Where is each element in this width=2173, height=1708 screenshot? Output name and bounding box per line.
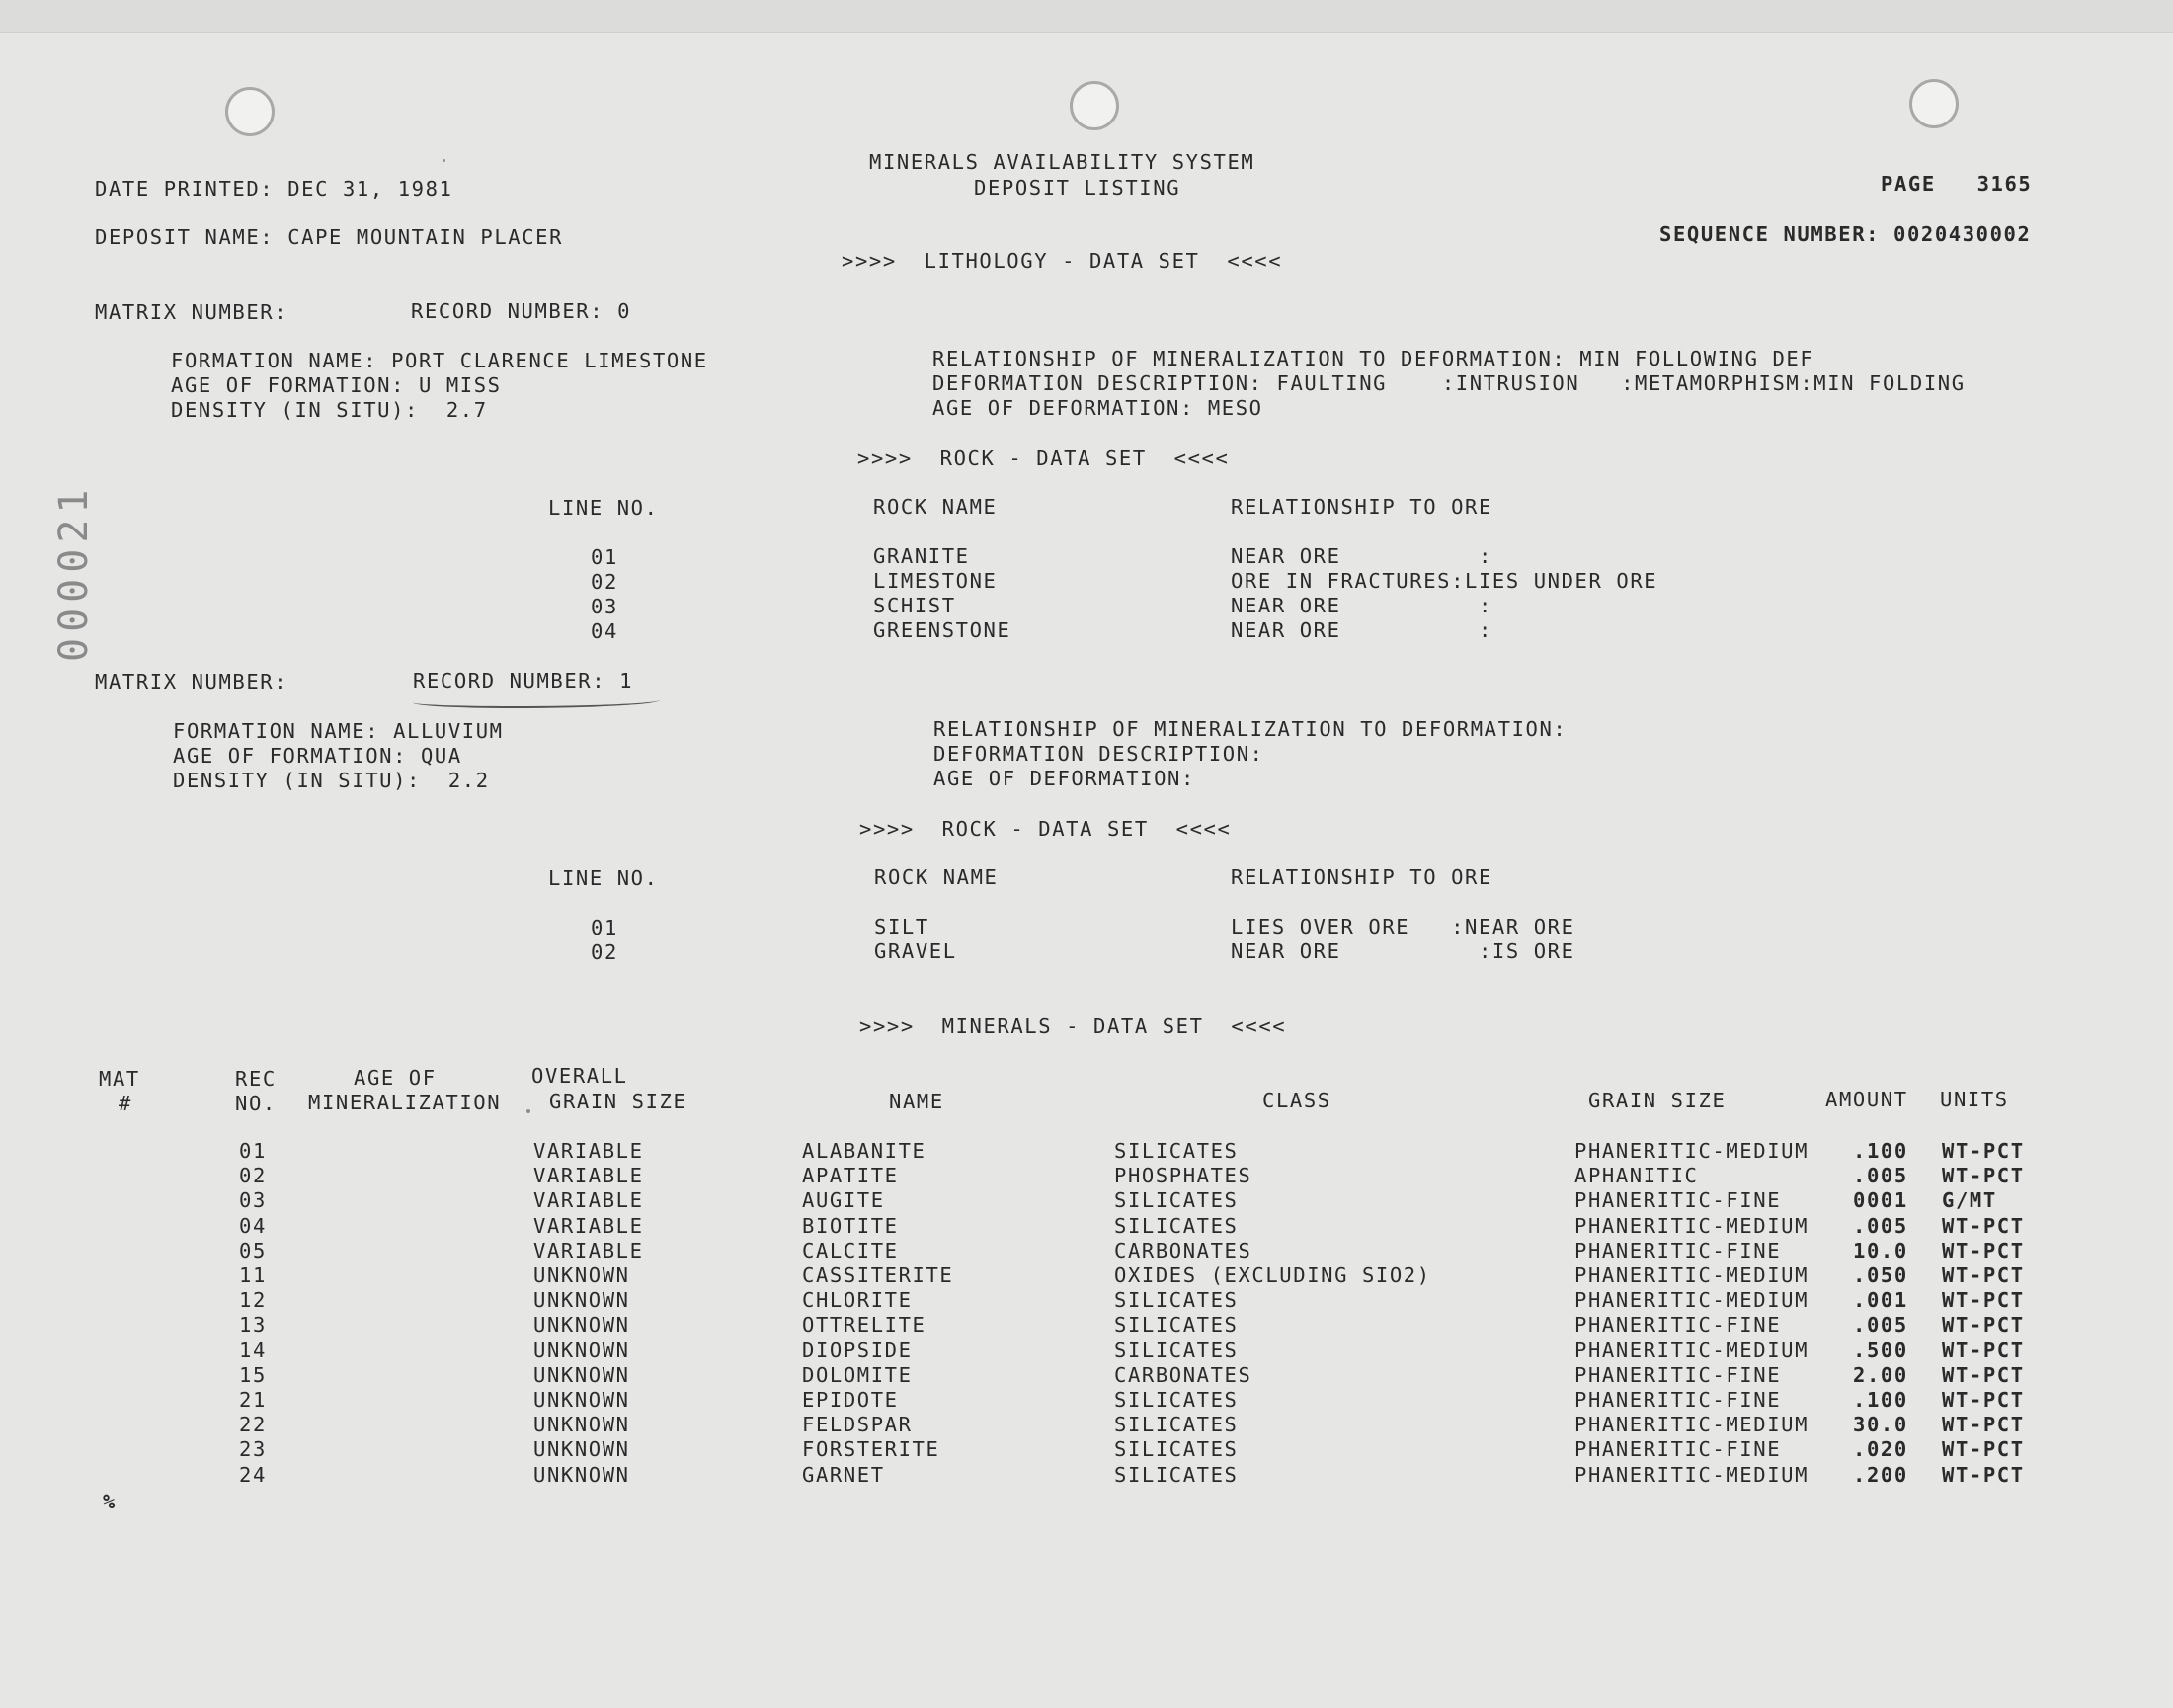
age-of-deformation: AGE OF DEFORMATION: MESO bbox=[932, 396, 1263, 420]
mineral-grain-size: PHANERITIC-MEDIUM bbox=[1574, 1139, 1810, 1163]
mineral-amount: .050 bbox=[1853, 1263, 1908, 1287]
rock-header-line: LINE NO. bbox=[548, 496, 659, 520]
page-number: PAGE 3165 bbox=[1881, 172, 2033, 196]
mineral-grain-size: PHANERITIC-FINE bbox=[1574, 1238, 1782, 1262]
rock-header-relationship: RELATIONSHIP TO ORE bbox=[1231, 495, 1492, 519]
mineral-units: WT-PCT bbox=[1942, 1238, 2025, 1262]
col-header-name: NAME bbox=[889, 1090, 944, 1113]
mineral-rec-no: 02 bbox=[239, 1164, 267, 1188]
rock-name: GRAVEL bbox=[874, 939, 957, 963]
rock-name: GREENSTONE bbox=[873, 618, 1011, 642]
rock-name: GRANITE bbox=[873, 544, 970, 568]
date-printed: DATE PRINTED: DEC 31, 1981 bbox=[95, 177, 453, 201]
col-header-rec-no: NO. bbox=[235, 1092, 277, 1115]
rock-set-title: >>>> ROCK - DATA SET <<<< bbox=[857, 447, 1230, 470]
mineral-class: SILICATES bbox=[1114, 1462, 1239, 1487]
mineral-amount: .100 bbox=[1853, 1388, 1908, 1412]
mineral-amount: .100 bbox=[1853, 1139, 1908, 1163]
formation-name: FORMATION NAME: PORT CLARENCE LIMESTONE bbox=[171, 349, 708, 372]
rock-relationship: NEAR ORE :IS ORE bbox=[1231, 939, 1575, 963]
mineral-class: CARBONATES bbox=[1114, 1362, 1252, 1387]
mineral-grain-size: PHANERITIC-FINE bbox=[1574, 1437, 1782, 1462]
mineral-units: G/MT bbox=[1942, 1188, 1997, 1213]
mineral-rec-no: 15 bbox=[239, 1362, 267, 1387]
mineral-units: WT-PCT bbox=[1942, 1213, 2025, 1238]
mineral-grain-size: PHANERITIC-MEDIUM bbox=[1574, 1462, 1810, 1487]
rock-line-no: 03 bbox=[591, 595, 618, 618]
col-header-grain-size: GRAIN SIZE bbox=[1588, 1089, 1727, 1112]
mineral-amount: 30.0 bbox=[1853, 1413, 1908, 1437]
binder-hole-left bbox=[225, 87, 275, 136]
rock-header-relationship: RELATIONSHIP TO ORE bbox=[1231, 865, 1492, 889]
col-header-class: CLASS bbox=[1262, 1089, 1331, 1112]
mineral-class: PHOSPHATES bbox=[1114, 1164, 1252, 1188]
mineral-units: WT-PCT bbox=[1942, 1164, 2025, 1188]
col-header-overall-grain: GRAIN SIZE bbox=[549, 1090, 687, 1113]
mineral-overall-grain-size: UNKNOWN bbox=[533, 1313, 630, 1338]
mineral-overall-grain-size: UNKNOWN bbox=[533, 1338, 630, 1362]
mineral-overall-grain-size: UNKNOWN bbox=[533, 1462, 630, 1487]
mineral-units: WT-PCT bbox=[1942, 1139, 2025, 1163]
density: DENSITY (IN SITU): 2.7 bbox=[171, 398, 488, 422]
mineral-grain-size: PHANERITIC-MEDIUM bbox=[1574, 1413, 1810, 1437]
rock-line-no: 02 bbox=[591, 570, 618, 594]
mineral-name: DOLOMITE bbox=[802, 1362, 913, 1387]
col-header-mat: MAT bbox=[99, 1067, 140, 1091]
mineral-name: OTTRELITE bbox=[802, 1313, 926, 1338]
sequence-number: SEQUENCE NUMBER: 0020430002 bbox=[1659, 222, 2032, 246]
mineral-class: SILICATES bbox=[1114, 1413, 1239, 1437]
rock-header-name: ROCK NAME bbox=[873, 495, 998, 519]
col-header-age-mineralization: MINERALIZATION bbox=[308, 1091, 502, 1114]
col-header-units: UNITS bbox=[1940, 1088, 2009, 1111]
mineral-class: SILICATES bbox=[1114, 1213, 1239, 1238]
age-of-formation: AGE OF FORMATION: QUA bbox=[173, 744, 462, 768]
mineral-grain-size: PHANERITIC-MEDIUM bbox=[1574, 1288, 1810, 1313]
mineral-units: WT-PCT bbox=[1942, 1362, 2025, 1387]
mineral-amount: .005 bbox=[1853, 1164, 1908, 1188]
mineral-rec-no: 01 bbox=[239, 1139, 267, 1163]
mineral-overall-grain-size: UNKNOWN bbox=[533, 1437, 630, 1462]
mineral-amount: .005 bbox=[1853, 1213, 1908, 1238]
mineral-class: SILICATES bbox=[1114, 1139, 1239, 1163]
mineral-overall-grain-size: UNKNOWN bbox=[533, 1413, 630, 1437]
mineral-grain-size: PHANERITIC-MEDIUM bbox=[1574, 1338, 1810, 1362]
mineral-amount: .020 bbox=[1853, 1437, 1908, 1462]
col-header-rec: REC bbox=[235, 1067, 277, 1091]
rock-relationship: LIES OVER ORE :NEAR ORE bbox=[1231, 915, 1575, 938]
mineral-name: APATITE bbox=[802, 1164, 899, 1188]
side-stamp-number: 000021 bbox=[51, 483, 97, 662]
mineral-class: SILICATES bbox=[1114, 1288, 1239, 1313]
mineral-overall-grain-size: UNKNOWN bbox=[533, 1388, 630, 1412]
rock-relationship: ORE IN FRACTURES:LIES UNDER ORE bbox=[1231, 569, 1658, 593]
ink-speck bbox=[443, 159, 445, 162]
lithology-set-title: >>>> LITHOLOGY - DATA SET <<<< bbox=[842, 249, 1283, 273]
mineral-overall-grain-size: UNKNOWN bbox=[533, 1288, 630, 1313]
mineral-overall-grain-size: VARIABLE bbox=[533, 1213, 644, 1238]
mineral-grain-size: PHANERITIC-FINE bbox=[1574, 1313, 1782, 1338]
deformation-description: DEFORMATION DESCRIPTION: bbox=[933, 742, 1264, 766]
mineral-amount: .200 bbox=[1853, 1462, 1908, 1487]
mineral-units: WT-PCT bbox=[1942, 1437, 2025, 1462]
mineral-rec-no: 23 bbox=[239, 1437, 267, 1462]
mineral-grain-size: PHANERITIC-MEDIUM bbox=[1574, 1213, 1810, 1238]
deformation-description: DEFORMATION DESCRIPTION: FAULTING :INTRUSION :METAMORPHISM:MIN FOLDING bbox=[932, 371, 1966, 395]
matrix-number-label: MATRIX NUMBER: bbox=[95, 300, 288, 324]
mineral-overall-grain-size: VARIABLE bbox=[533, 1188, 644, 1213]
mineral-units: WT-PCT bbox=[1942, 1388, 2025, 1412]
mineral-overall-grain-size: VARIABLE bbox=[533, 1238, 644, 1262]
mineral-name: AUGITE bbox=[802, 1188, 885, 1213]
mineral-class: SILICATES bbox=[1114, 1388, 1239, 1412]
mineral-overall-grain-size: UNKNOWN bbox=[533, 1263, 630, 1287]
mineral-rec-no: 03 bbox=[239, 1188, 267, 1213]
rock-line-no: 01 bbox=[591, 545, 618, 569]
mineral-overall-grain-size: VARIABLE bbox=[533, 1164, 644, 1188]
mineral-overall-grain-size: UNKNOWN bbox=[533, 1362, 630, 1387]
mineral-class: SILICATES bbox=[1114, 1188, 1239, 1213]
rock-line-no: 01 bbox=[591, 916, 618, 939]
mineral-rec-no: 04 bbox=[239, 1213, 267, 1238]
mineral-class: SILICATES bbox=[1114, 1338, 1239, 1362]
mineral-name: CASSITERITE bbox=[802, 1263, 954, 1287]
col-header-amount: AMOUNT bbox=[1825, 1088, 1908, 1111]
mineral-class: OXIDES (EXCLUDING SIO2) bbox=[1114, 1263, 1431, 1287]
mineral-grain-size: PHANERITIC-FINE bbox=[1574, 1362, 1782, 1387]
mineral-units: WT-PCT bbox=[1942, 1313, 2025, 1338]
mineral-name: FORSTERITE bbox=[802, 1437, 940, 1462]
rock-header-line: LINE NO. bbox=[548, 866, 659, 890]
rock-relationship: NEAR ORE : bbox=[1231, 618, 1492, 642]
mineral-class: SILICATES bbox=[1114, 1313, 1239, 1338]
mineral-amount: .001 bbox=[1853, 1288, 1908, 1313]
mineral-name: ALABANITE bbox=[802, 1139, 926, 1163]
mineral-units: WT-PCT bbox=[1942, 1263, 2025, 1287]
mineral-rec-no: 22 bbox=[239, 1413, 267, 1437]
mineral-name: FELDSPAR bbox=[802, 1413, 913, 1437]
rock-line-no: 04 bbox=[591, 619, 618, 643]
mineral-overall-grain-size: VARIABLE bbox=[533, 1139, 644, 1163]
mineral-rec-no: 14 bbox=[239, 1338, 267, 1362]
binder-hole-right bbox=[1909, 79, 1959, 128]
mineral-name: CHLORITE bbox=[802, 1288, 913, 1313]
rock-name: LIMESTONE bbox=[873, 569, 998, 593]
formation-name: FORMATION NAME: ALLUVIUM bbox=[173, 719, 504, 743]
mineralization-relationship: RELATIONSHIP OF MINERALIZATION TO DEFORMATION: MIN FOLLOWING DEF bbox=[932, 347, 1814, 370]
age-of-formation: AGE OF FORMATION: U MISS bbox=[171, 373, 502, 397]
mineral-name: DIOPSIDE bbox=[802, 1338, 913, 1362]
mineral-units: WT-PCT bbox=[1942, 1288, 2025, 1313]
mineral-grain-size: PHANERITIC-MEDIUM bbox=[1574, 1263, 1810, 1287]
rock-line-no: 02 bbox=[591, 940, 618, 964]
matrix-number-label: MATRIX NUMBER: bbox=[95, 670, 288, 693]
mineral-units: WT-PCT bbox=[1942, 1413, 2025, 1437]
mineral-units: WT-PCT bbox=[1942, 1462, 2025, 1487]
rock-relationship: NEAR ORE : bbox=[1231, 544, 1492, 568]
deposit-name: DEPOSIT NAME: CAPE MOUNTAIN PLACER bbox=[95, 225, 564, 249]
mineral-grain-size: PHANERITIC-FINE bbox=[1574, 1388, 1782, 1412]
record-number: RECORD NUMBER: 0 bbox=[411, 299, 632, 323]
rock-header-name: ROCK NAME bbox=[874, 865, 999, 889]
system-title: MINERALS AVAILABILITY SYSTEM bbox=[869, 150, 1255, 174]
rock-name: SCHIST bbox=[873, 594, 956, 617]
listing-title: DEPOSIT LISTING bbox=[974, 176, 1181, 200]
mineral-class: CARBONATES bbox=[1114, 1238, 1252, 1262]
mineral-rec-no: 13 bbox=[239, 1313, 267, 1338]
footer-percent-mark: % bbox=[103, 1490, 117, 1513]
mineral-class: SILICATES bbox=[1114, 1437, 1239, 1462]
mineral-units: WT-PCT bbox=[1942, 1338, 2025, 1362]
mineral-amount: .005 bbox=[1853, 1313, 1908, 1338]
minerals-set-title: >>>> MINERALS - DATA SET <<<< bbox=[859, 1015, 1287, 1038]
mineral-name: BIOTITE bbox=[802, 1213, 899, 1238]
mineral-name: GARNET bbox=[802, 1462, 885, 1487]
mineral-amount: 10.0 bbox=[1853, 1238, 1908, 1262]
mineral-name: CALCITE bbox=[802, 1238, 899, 1262]
mineral-rec-no: 05 bbox=[239, 1238, 267, 1262]
mineral-name: EPIDOTE bbox=[802, 1388, 899, 1412]
age-of-deformation: AGE OF DEFORMATION: bbox=[933, 767, 1195, 790]
density: DENSITY (IN SITU): 2.2 bbox=[173, 769, 490, 792]
ink-speck bbox=[526, 1109, 530, 1113]
mineral-rec-no: 24 bbox=[239, 1462, 267, 1487]
col-header-mat-hash: # bbox=[119, 1092, 132, 1115]
rock-name: SILT bbox=[874, 915, 929, 938]
rock-set-title: >>>> ROCK - DATA SET <<<< bbox=[859, 817, 1232, 841]
mineral-rec-no: 21 bbox=[239, 1388, 267, 1412]
mineral-amount: .500 bbox=[1853, 1338, 1908, 1362]
mineral-grain-size: APHANITIC bbox=[1574, 1164, 1699, 1188]
mineral-grain-size: PHANERITIC-FINE bbox=[1574, 1188, 1782, 1213]
rock-relationship: NEAR ORE : bbox=[1231, 594, 1492, 617]
mineralization-relationship: RELATIONSHIP OF MINERALIZATION TO DEFORMATION: bbox=[933, 717, 1568, 741]
col-header-age: AGE OF bbox=[354, 1066, 437, 1090]
record-number: RECORD NUMBER: 1 bbox=[413, 669, 634, 692]
binder-hole-center bbox=[1070, 81, 1119, 130]
col-header-overall: OVERALL bbox=[531, 1064, 628, 1088]
printout-sheet bbox=[0, 32, 2173, 1708]
mineral-amount: 2.00 bbox=[1853, 1362, 1908, 1387]
mineral-amount: 0001 bbox=[1853, 1188, 1908, 1213]
mineral-rec-no: 11 bbox=[239, 1263, 267, 1287]
mineral-rec-no: 12 bbox=[239, 1288, 267, 1313]
